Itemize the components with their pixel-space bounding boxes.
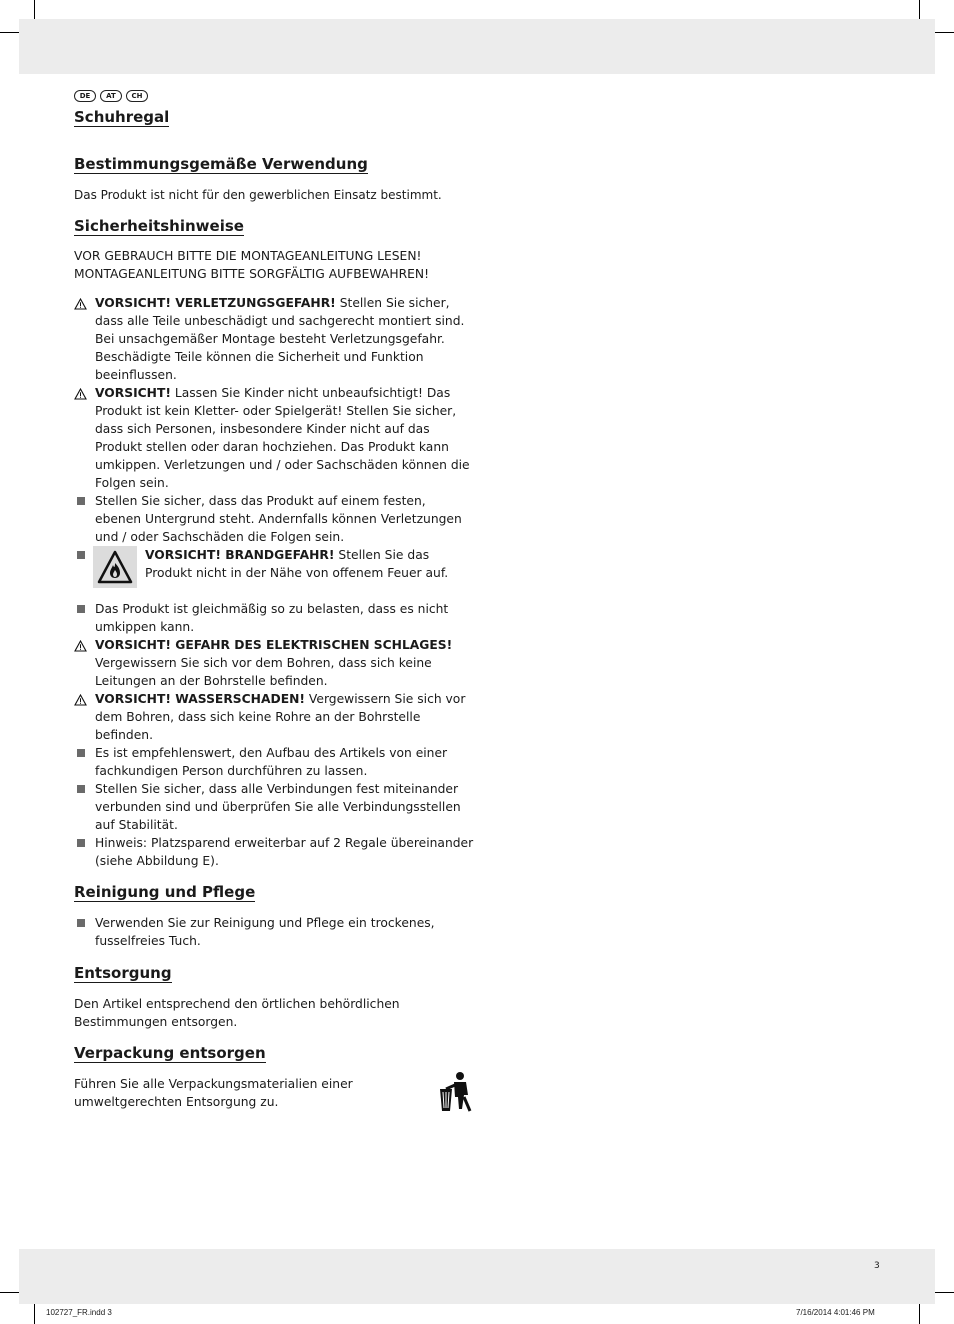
safety-item-body <box>95 384 474 492</box>
disposal-text: Den Artikel entsprechend den örtlichen behördlichen Bestimmungen entsorgen. <box>74 997 400 1029</box>
crop-mark <box>934 1292 954 1293</box>
safety-item-body <box>145 546 474 582</box>
page-number: 3 <box>874 1261 880 1271</box>
footer-timestamp: 7/16/2014 4:01:46 PM <box>796 1308 875 1317</box>
safety-caps-line: VOR GEBRAUCH BITTE DIE MONTAGEANLEITUNG LESEN! <box>74 249 422 263</box>
safety-item-text: Hinweis: Platzsparend erweiterbar auf 2 Regale übereinander (siehe Abbildung E). <box>95 836 474 868</box>
language-badge: CH <box>126 90 148 102</box>
safety-item-body <box>95 690 474 744</box>
warning-triangle-icon <box>74 636 90 654</box>
safety-item-text: Vergewissern Sie sich vor dem Bohren, dass sich keine Leitungen an der Bohrstelle befinden. <box>95 656 432 688</box>
safety-item <box>74 600 474 636</box>
safety-item <box>74 690 474 744</box>
warning-label: VORSICHT! <box>95 386 171 400</box>
crop-mark <box>0 32 20 33</box>
safety-item-text: Stellen Sie sicher, dass das Produkt auf einem festen, ebenen Untergrund steht. Andernfalls können Verletzungen und / oder Sachschäden die Folgen sein. <box>95 494 462 544</box>
square-bullet-icon <box>74 834 90 852</box>
language-badge: AT <box>100 90 122 102</box>
safety-item-text: Stellen Sie sicher, dass alle Verbindungen fest miteinander verbunden sind und überprüfen Sie alle Verbindungsstellen auf Stabilität. <box>95 782 461 832</box>
section-heading-packaging: Verpackung entsorgen <box>74 1044 266 1062</box>
crop-mark <box>34 0 35 20</box>
recycle-bin-icon <box>438 1071 472 1113</box>
warning-triangle-icon <box>74 384 90 402</box>
safety-item-body <box>95 780 474 834</box>
safety-item-body <box>95 744 474 780</box>
safety-item-body <box>95 636 474 690</box>
section-heading-disposal: Entsorgung <box>74 964 172 982</box>
fire-warning-icon <box>93 546 137 588</box>
warning-triangle-icon <box>74 294 90 312</box>
safety-item <box>74 294 474 384</box>
warning-label: VORSICHT! WASSERSCHADEN! <box>95 692 306 706</box>
safety-item-text: Das Produkt ist gleichmäßig so zu belasten, dass es nicht umkippen kann. <box>95 602 449 634</box>
language-badges <box>74 90 474 102</box>
safety-caps-line: MONTAGEANLEITUNG BITTE SORGFÄLTIG AUFBEWAHREN! <box>74 267 430 281</box>
section-heading-cleaning: Reinigung und Pflege <box>74 883 256 901</box>
safety-item-text: Stellen Sie das Produkt nicht in der Nähe von offenem Feuer auf. <box>145 548 449 580</box>
safety-item-body <box>95 600 474 636</box>
safety-item <box>74 834 474 870</box>
warning-label: VORSICHT! BRANDGEFAHR! <box>145 548 335 562</box>
warning-triangle-icon <box>74 690 90 708</box>
use-text: Das Produkt ist nicht für den gewerblichen Einsatz bestimmt. <box>74 188 442 202</box>
safety-list <box>74 294 474 870</box>
header-band <box>19 19 935 74</box>
safety-item <box>74 780 474 834</box>
warning-label: VORSICHT! GEFAHR DES ELEKTRISCHEN SCHLAGES! <box>95 638 453 652</box>
cleaning-text: Verwenden Sie zur Reinigung und Pflege ein trockenes, fusselfreies Tuch. <box>95 916 435 948</box>
crop-mark <box>919 1304 920 1324</box>
section-heading-safety: Sicherheitshinweise <box>74 217 244 235</box>
safety-item-text: Es ist empfehlenswert, den Aufbau des Artikels von einer fachkundigen Person durchführen zu lassen. <box>95 746 448 778</box>
safety-item <box>74 636 474 690</box>
packaging-text: Führen Sie alle Verpackungsmaterialien einer umweltgerechten Entsorgung zu. <box>74 1077 353 1109</box>
safety-item <box>74 744 474 780</box>
crop-mark <box>919 0 920 20</box>
footer-file: 102727_FR.indd 3 <box>46 1308 112 1317</box>
square-bullet-icon <box>74 744 90 762</box>
footer-band <box>19 1249 935 1304</box>
square-bullet-icon <box>74 546 90 564</box>
list-item <box>74 914 474 950</box>
square-bullet-icon <box>74 492 90 510</box>
square-bullet-icon <box>74 600 90 618</box>
page-title: Schuhregal <box>74 108 170 126</box>
safety-item-text: Lassen Sie Kinder nicht unbeaufsichtigt! Das Produkt ist kein Kletter- oder Spielgerät! Stellen Sie sicher, dass sich Personen, insbesondere Kinder nicht auf das Produkt stellen oder daran hochziehen. Das Produkt kann umkippen. Verletzungen und / oder Sachschäden können die Folgen sein. <box>95 386 470 490</box>
crop-mark <box>934 32 954 33</box>
section-heading-use: Bestimmungsgemäße Verwendung <box>74 155 368 173</box>
safety-item <box>74 546 474 600</box>
safety-item <box>74 384 474 492</box>
safety-item-text: Vergewissern Sie sich vor dem Bohren, dass sich keine Rohre an der Bohrstelle befinden. <box>95 692 466 742</box>
safety-item-body <box>95 492 474 546</box>
safety-item-body <box>95 294 474 384</box>
safety-item-body <box>95 834 474 870</box>
warning-label: VORSICHT! VERLETZUNGSGEFAHR! <box>95 296 336 310</box>
safety-item-text: Stellen Sie sicher, dass alle Teile unbeschädigt und sachgerecht montiert sind. Bei unsachgemäßer Montage besteht Verletzungsgefahr. Beschädigte Teile können die Sicherheit und Funktion beeinflussen. <box>95 296 465 382</box>
language-badge: DE <box>74 90 96 102</box>
square-bullet-icon <box>74 914 90 932</box>
document-body <box>74 90 474 1111</box>
square-bullet-icon <box>74 780 90 798</box>
crop-mark <box>0 1292 20 1293</box>
crop-mark <box>34 1304 35 1324</box>
safety-item <box>74 492 474 546</box>
